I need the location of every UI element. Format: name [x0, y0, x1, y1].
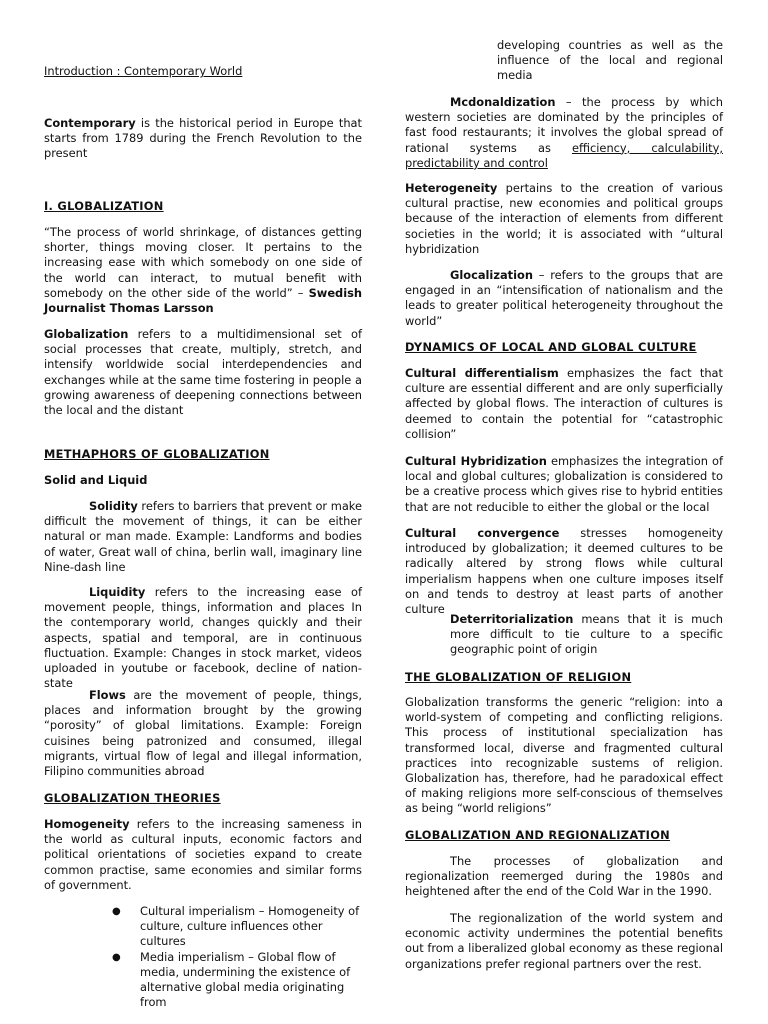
imperialism-list: [112, 904, 362, 1010]
solid-liquid-subheading: Solid and Liquid: [44, 473, 148, 487]
theories-heading: GLOBALIZATION THEORIES: [44, 791, 221, 805]
document-title: Introduction : Contemporary World: [44, 64, 243, 78]
contemporary-paragraph: Contemporary is the historical period in Europe that starts from 1789 during the French Revolution to the present: [44, 116, 362, 161]
hybridization-paragraph: Cultural Hybridization emphasizes the integration of local and global cultures; globalization is considered to be a creative process which gives rise to hybrid entities that are not reducible to either the global or the local: [405, 454, 723, 514]
convergence-paragraph: Cultural convergence stresses homogeneity introduced by globalization; it deemed cultures to be radically altered by strong flows while cultural imperialism happens when one culture imposes itself on and tends to destroy at least parts of another culture: [405, 526, 723, 617]
flows-paragraph: Flows are the movement of people, things, places and information brought by the growing “porosity” of global limitations. Example: Foreign cuisines being patronized and consumed, illegal migrants, virtual flow of legal and illegal information, Filipino communities abroad: [44, 688, 362, 779]
bullet-continuation: developing countries as well as the influence of the local and regional media: [497, 38, 723, 83]
religion-paragraph: Globalization transforms the generic “religion: into a world-system of competing and conflicting religions. This process of institutional specialization has transformed local, diverse and fragmented cultural practices into recognizable sustems of religion. Globalization has, therefore, had he paradoxical effect of making religions more self-conscious of themselves as being “world religions”: [405, 695, 723, 816]
bullet-icon: ●: [112, 951, 121, 963]
list-item: ● Cultural imperialism – Homogeneity of culture, culture influences other cultures: [112, 904, 360, 949]
regionalization-paragraph-2: The regionalization of the world system and economic activity undermines the potential benefits out from a liberalized global economy as these regional organizations prefer regional partners over the rest.: [405, 911, 723, 971]
deterritorialization-paragraph: Deterritorialization means that it is much more difficult to tie culture to a specific geographic point of origin: [450, 612, 723, 657]
larsson-quote: “The process of world shrinkage, of distances getting shorter, things moving closer. It pertains to the increasing ease with which somebody on one side of the world can interact, to mutual benefit with somebody on the other side of the world” – Swedish Journalist Thomas Larsson: [44, 225, 362, 316]
mcdonaldization-paragraph: Mcdonaldization – the process by which western societies are dominated by the principles of fast food restaurants; it involves the global spread of rational systems as efficiency, calculability, predictability and control: [405, 95, 723, 170]
globalization-definition: Globalization refers to a multidimensional set of social processes that create, multiply, stretch, and intensify worldwide social interdependencies and exchanges while at the same time fostering in people a growing awareness of deepening connections between the local and the distant: [44, 327, 362, 418]
list-item: ● Media imperialism – Global flow of media, undermining the existence of alternative global media originating from: [112, 949, 351, 1010]
regionalization-heading: GLOBALIZATION AND REGIONALIZATION: [405, 828, 671, 842]
heterogeneity-paragraph: Heterogeneity pertains to the creation of various cultural practise, new economies and political groups because of the interaction of elements from different societies in the world; it is associated with “ultural hybridization: [405, 181, 723, 256]
regionalization-paragraph-1: The processes of globalization and regionalization reemerged during the 1980s and heightened after the end of the Cold War in the 1990.: [405, 854, 723, 899]
glocalization-paragraph: Glocalization – refers to the groups that are engaged in an “intensification of nationalism and the leads to greater political heterogeneity throughout the world”: [405, 268, 723, 328]
religion-heading: THE GLOBALIZATION OF RELIGION: [405, 670, 632, 684]
globalization-heading: I. GLOBALIZATION: [44, 199, 164, 213]
solidity-paragraph: Solidity refers to barriers that prevent or make difficult the movement of things, it can be either natural or man made. Example: Landforms and bodies of water, Great wall of china, berlin wall, imaginary line Nine-dash line: [44, 499, 362, 574]
dynamics-heading: DYNAMICS OF LOCAL AND GLOBAL CULTURE: [405, 340, 697, 354]
bullet-icon: ●: [112, 906, 121, 917]
metaphors-heading: METHAPHORS OF GLOBALIZATION: [44, 447, 270, 461]
homogeneity-paragraph: Homogeneity refers to the increasing sameness in the world as cultural inputs, economic factors and political orientations of societies expand to create common practise, same economies and similar forms of government.: [44, 817, 362, 892]
differentialism-paragraph: Cultural differentialism emphasizes the fact that culture are essential different and are only superficially affected by global flows. The interaction of cultures is deemed to contain the potential for “catastrophic collision”: [405, 366, 723, 441]
liquidity-paragraph: Liquidity refers to the increasing ease of movement people, things, information and places In the contemporary world, changes quickly and their aspects, spatial and temporal, are in continuous fluctuation. Example: Changes in stock market, videos uploaded in youtube or facebook, decline of nation-state: [44, 585, 362, 691]
